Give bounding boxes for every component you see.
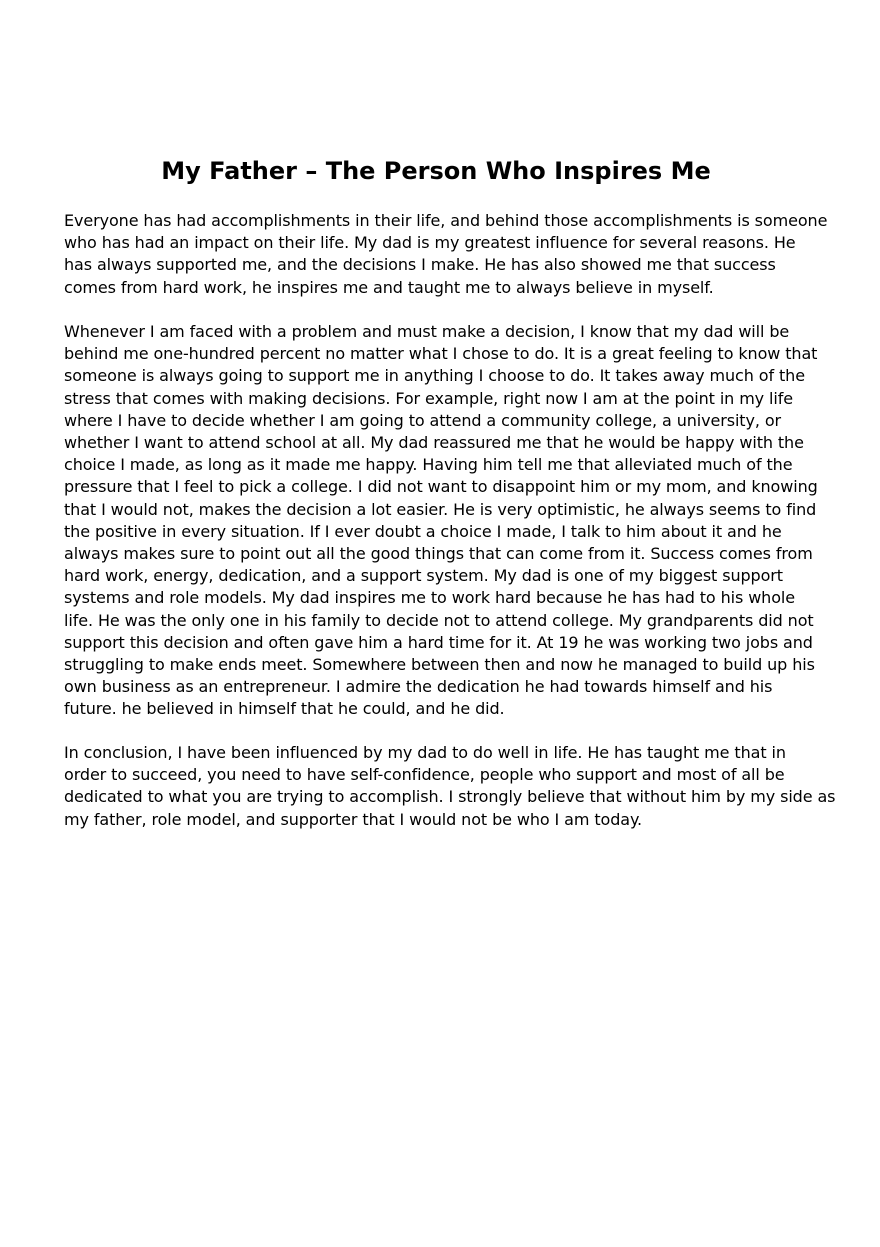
text-line: comes from hard work, he inspires me and taught me to always believe in myself. <box>64 277 714 297</box>
text-line: dedicated to what you are trying to accomplish. I strongly believe that without him by my side as <box>64 787 836 807</box>
text-line: the positive in every situation. If I ever doubt a choice I made, I talk to him about it and he <box>64 521 782 541</box>
text-line: future. he believed in himself that he could, and he did. <box>64 699 505 719</box>
paragraph-introduction <box>64 210 828 299</box>
text-line: order to succeed, you need to have self-confidence, people who support and most of all be <box>64 765 785 785</box>
paragraph-body <box>64 321 824 721</box>
text-line: behind me one-hundred percent no matter what I chose to do. It is a great feeling to know that <box>64 344 818 364</box>
text-line: Everyone has had accomplishments in their life, and behind those accomplishments is someone <box>64 211 828 230</box>
text-line: who has had an impact on their life. My dad is my greatest influence for several reasons. He <box>64 233 796 253</box>
paragraph-conclusion <box>64 742 836 831</box>
text-line: struggling to make ends meet. Somewhere between then and now he managed to build up his <box>64 655 815 675</box>
text-line: that I would not, makes the decision a lot easier. He is very optimistic, he always seems to find <box>64 499 817 519</box>
text-line: choice I made, as long as it made me happy. Having him tell me that alleviated much of the <box>64 455 793 475</box>
text-line: systems and role models. My dad inspires me to work hard because he has had to his whole <box>64 588 795 608</box>
text-line: has always supported me, and the decisions I make. He has also showed me that success <box>64 255 776 275</box>
text-line: stress that comes with making decisions. For example, right now I am at the point in my life <box>64 388 793 408</box>
text-line: pressure that I feel to pick a college. I did not want to disappoint him or my mom, and knowing <box>64 477 818 497</box>
text-line: someone is always going to support me in anything I choose to do. It takes away much of the <box>64 366 805 386</box>
text-line: always makes sure to point out all the good things that can come from it. Success comes from <box>64 544 813 564</box>
text-line: hard work, energy, dedication, and a support system. My dad is one of my biggest support <box>64 566 783 586</box>
text-line: own business as an entrepreneur. I admire the dedication he had towards himself and his <box>64 677 773 697</box>
text-line: life. He was the only one in his family to decide not to attend college. My grandparents did not <box>64 610 814 630</box>
essay-title: My Father – The Person Who Inspires Me <box>161 157 711 185</box>
text-line: my father, role model, and supporter that I would not be who I am today. <box>64 809 643 829</box>
text-line: whether I want to attend school at all. My dad reassured me that he would be happy with the <box>64 433 804 453</box>
text-line: support this decision and often gave him a hard time for it. At 19 he was working two jobs and <box>64 632 813 652</box>
text-line: where I have to decide whether I am going to attend a community college, a university, or <box>64 410 781 430</box>
text-line: In conclusion, I have been influenced by my dad to do well in life. He has taught me that in <box>64 743 786 762</box>
text-line: Whenever I am faced with a problem and must make a decision, I know that my dad will be <box>64 322 790 341</box>
